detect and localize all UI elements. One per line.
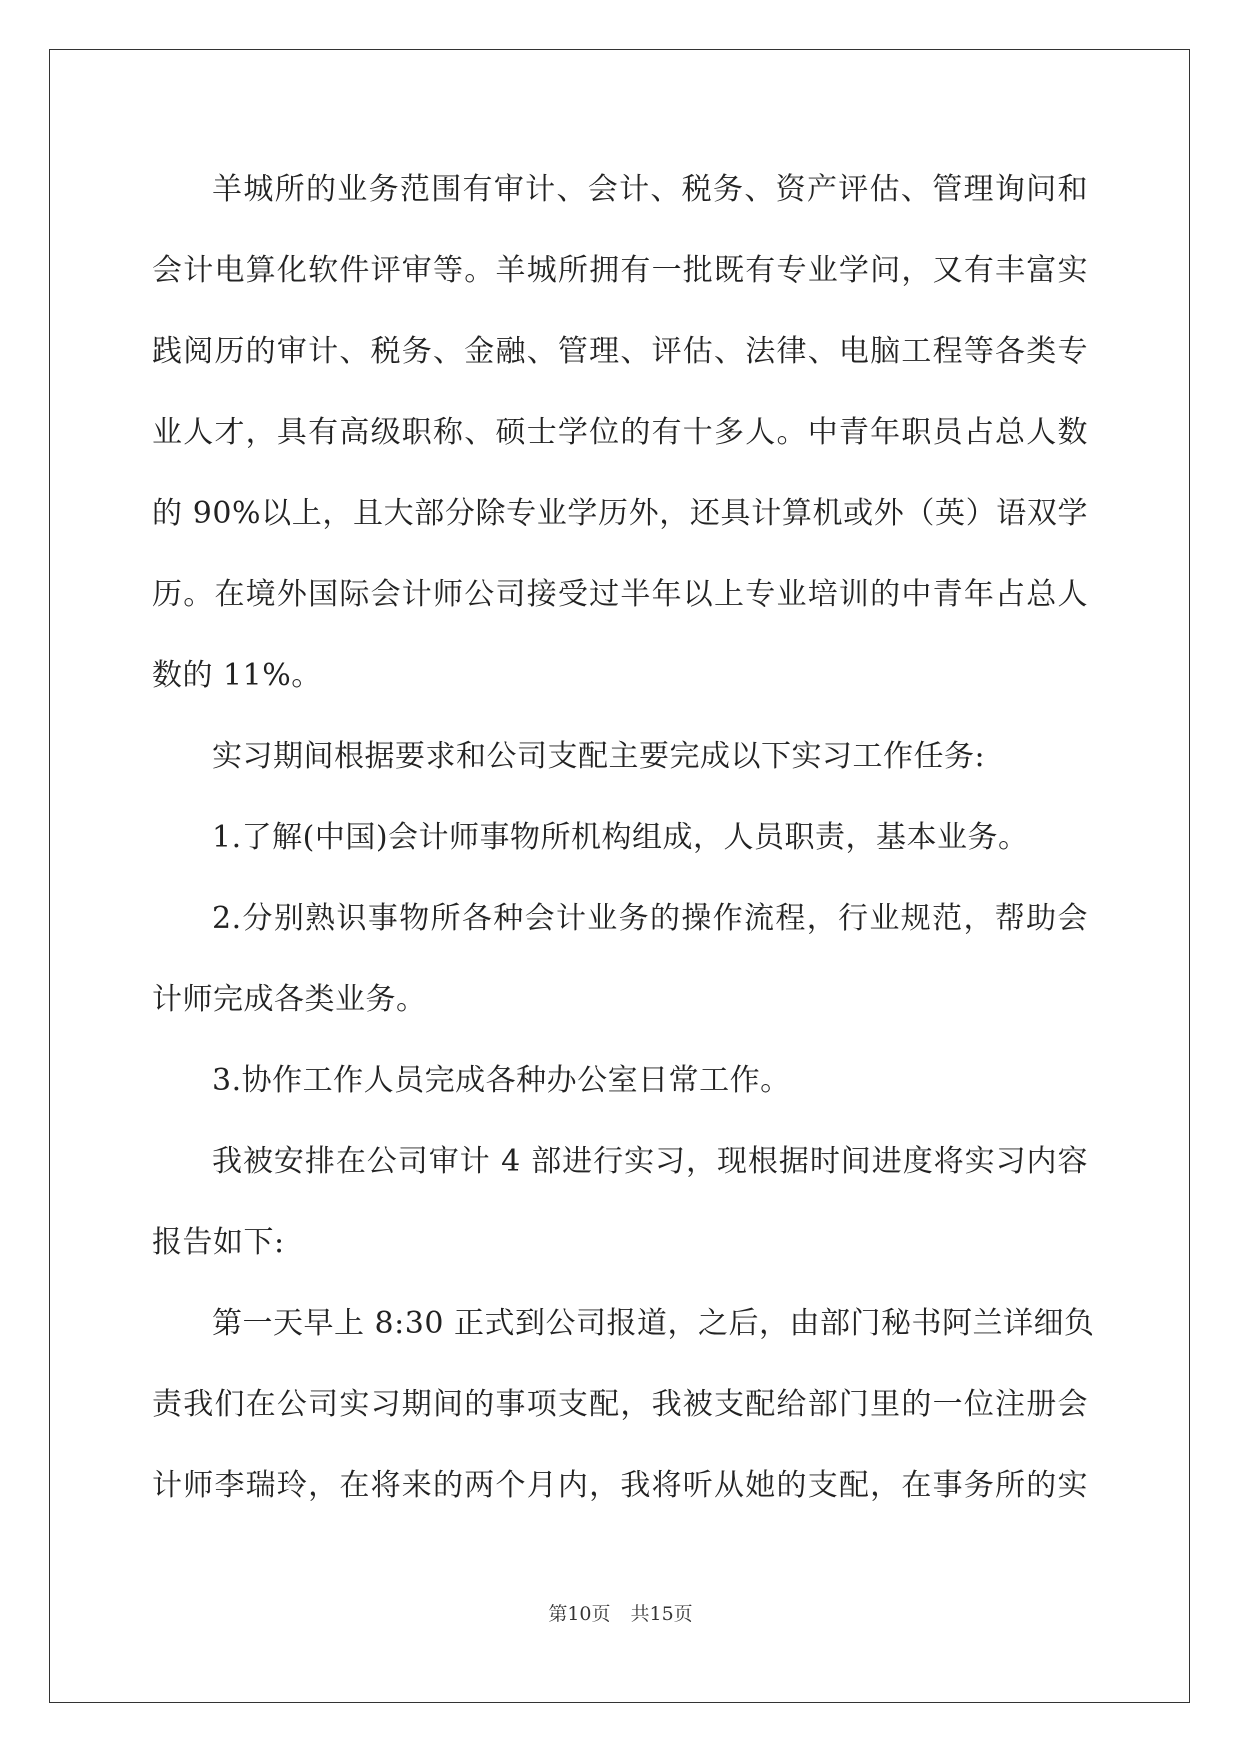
page-footer: [0, 1602, 1241, 1626]
paragraph-2-line-1: 实习期间根据要求和公司支配主要完成以下实习工作任务:: [212, 739, 986, 774]
paragraph-5-line-1: 3.协作工作人员完成各种办公室日常工作。: [212, 1063, 791, 1098]
paragraph-7-line-2: 责我们在公司实习期间的事项支配，我被支配给部门里的一位注册会: [152, 1387, 1088, 1422]
total-pages-label: 共15页: [630, 1603, 693, 1625]
paragraph-6-line-1: 我被安排在公司审计 4 部进行实习，现根据时间进度将实习内容: [212, 1144, 1088, 1179]
paragraph-7-line-3: 计师李瑞玲，在将来的两个月内，我将听从她的支配，在事务所的实: [152, 1468, 1088, 1503]
paragraph-1-line-1: 羊城所的业务范围有审计、会计、税务、资产评估、管理询问和: [212, 172, 1088, 207]
current-page-label: 第10页: [548, 1603, 611, 1625]
paragraph-1-line-2: 会计电算化软件评审等。羊城所拥有一批既有专业学问，又有丰富实: [152, 253, 1088, 288]
paragraph-4-line-2: 计师完成各类业务。: [152, 982, 427, 1017]
paragraph-1-line-7: 数的 11%。: [152, 658, 322, 693]
document-body: [152, 157, 1095, 1534]
paragraph-7-line-1: 第一天早上 8:30 正式到公司报道，之后，由部门秘书阿兰详细负: [212, 1306, 1095, 1341]
paragraph-3-line-1: 1.了解(中国)会计师事物所机构组成，人员职责，基本业务。: [212, 820, 1029, 855]
paragraph-4-line-1: 2.分别熟识事物所各种会计业务的操作流程，行业规范，帮助会: [212, 901, 1088, 936]
paragraph-1-line-3: 践阅历的审计、税务、金融、管理、评估、法律、电脑工程等各类专: [152, 334, 1088, 369]
paragraph-1-line-6: 历。在境外国际会计师公司接受过半年以上专业培训的中青年占总人: [152, 577, 1088, 612]
paragraph-6-line-2: 报告如下:: [152, 1225, 285, 1260]
paragraph-1-line-4: 业人才，具有高级职称、硕士学位的有十多人。中青年职员占总人数: [152, 415, 1088, 450]
paragraph-1-line-5: 的 90%以上，且大部分除专业学历外，还具计算机或外（英）语双学: [152, 496, 1088, 531]
